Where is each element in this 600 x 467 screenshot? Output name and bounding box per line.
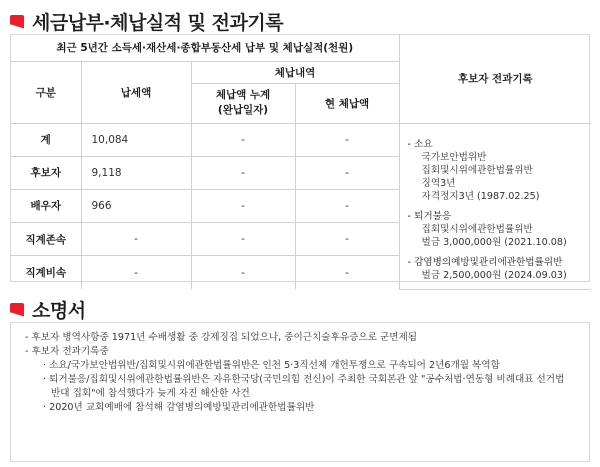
statement-section-header bbox=[10, 296, 86, 323]
arrears-cumulative-header: 체납액 누계 (완납일자) bbox=[191, 83, 295, 123]
criminal-record-head: 소요 bbox=[414, 138, 433, 150]
paid-header: 납세액 bbox=[81, 61, 191, 123]
criminal-record-detail: 국가보안법위반 bbox=[421, 151, 487, 163]
statement-line: · 2020년 교회예배에 참석해 감염병의예방및관리에관한법률위반 bbox=[43, 402, 315, 413]
statement-section-title: 소명서 bbox=[32, 300, 86, 322]
paid-value: 9,118 bbox=[81, 156, 191, 189]
criminal-record-head: 퇴거불응 bbox=[414, 210, 452, 222]
criminal-record-detail: 벌금 2,500,000원 (2024.09.03) bbox=[421, 269, 567, 281]
arrears-header: 체납내역 bbox=[191, 61, 399, 83]
paid-value: 10,084 bbox=[81, 123, 191, 156]
criminal-record-header: 후보자 전과기록 bbox=[399, 35, 591, 123]
paid-value: - bbox=[81, 256, 191, 289]
statement-line: - 후보자 전과기록중 bbox=[25, 346, 109, 357]
tax-section-header bbox=[10, 8, 283, 35]
row-label: 직계존속 bbox=[11, 223, 81, 256]
now-value: - bbox=[295, 223, 399, 256]
criminal-record-detail: 집회및시위에관한법률위반 bbox=[421, 164, 533, 176]
criminal-record-head: 감염병의예방및관리에관한법률위반 bbox=[414, 256, 563, 268]
section-marker-icon bbox=[10, 15, 24, 29]
criminal-record-list bbox=[399, 123, 591, 289]
now-value: - bbox=[295, 256, 399, 289]
criminal-record-detail: 징역3년 bbox=[421, 177, 456, 189]
row-label: 배우자 bbox=[11, 189, 81, 222]
statement-line: · 퇴거불응/집회및시위에관한법률위반은 자유한국당(국민의힘 전신)이 주최한 국회본관 앞 "공수처법·연동형 비례대표 선거법 bbox=[43, 374, 565, 385]
cum-value: - bbox=[191, 123, 295, 156]
criminal-record-item: - 소요 국가보안법위반 집회및시위에관한법률위반 징역3년 자격정지3년 (1987.02.25) bbox=[408, 138, 588, 203]
row-label: 후보자 bbox=[11, 156, 81, 189]
now-value: - bbox=[295, 156, 399, 189]
cum-value: - bbox=[191, 223, 295, 256]
row-label: 직계비속 bbox=[11, 256, 81, 289]
criminal-record-detail: 벌금 3,000,000원 (2021.10.08) bbox=[421, 236, 567, 248]
arrears-current-header: 현 체납액 bbox=[295, 83, 399, 123]
statement-line: - 후보자 병역사항중 1971년 수배생활 중 강제징집 되었으나, 중이근치술후유증으로 군면제됨 bbox=[25, 332, 418, 343]
criminal-record-item: - 감염병의예방및관리에관한법률위반 벌금 2,500,000원 (2024.09.03) bbox=[408, 256, 588, 282]
section-marker-icon bbox=[10, 303, 24, 317]
paid-value: - bbox=[81, 223, 191, 256]
category-header: 구분 bbox=[11, 61, 81, 123]
now-value: - bbox=[295, 123, 399, 156]
tax-table-frame bbox=[10, 34, 590, 282]
tax-section-title: 세금납부·체납실적 및 전과기록 bbox=[32, 12, 284, 34]
cum-value: - bbox=[191, 189, 295, 222]
criminal-record-detail: 집회및시위에관한법률위반 bbox=[421, 223, 533, 235]
criminal-record-item: - 퇴거불응 집회및시위에관한법률위반 벌금 3,000,000원 (2021.10.08) bbox=[408, 210, 588, 249]
tax-table bbox=[11, 35, 591, 290]
statement-line: 반대 집회"에 참석했다가 늦게 자진 해산한 사건 bbox=[51, 388, 250, 399]
statement-box bbox=[10, 322, 590, 462]
criminal-record-detail: 자격정지3년 (1987.02.25) bbox=[421, 190, 540, 202]
cum-value: - bbox=[191, 256, 295, 289]
row-label: 계 bbox=[11, 123, 81, 156]
cum-value: - bbox=[191, 156, 295, 189]
paid-value: 966 bbox=[81, 189, 191, 222]
statement-line: · 소요/국가보안법위반/집회및시위에관한법률위반은 인천 5·3직선제 개헌투쟁으로 구속되어 2년6개월 복역함 bbox=[43, 360, 500, 371]
now-value: - bbox=[295, 189, 399, 222]
tax-table-caption: 최근 5년간 소득세·재산세·종합부동산세 납부 및 체납실적(천원) bbox=[11, 35, 399, 61]
